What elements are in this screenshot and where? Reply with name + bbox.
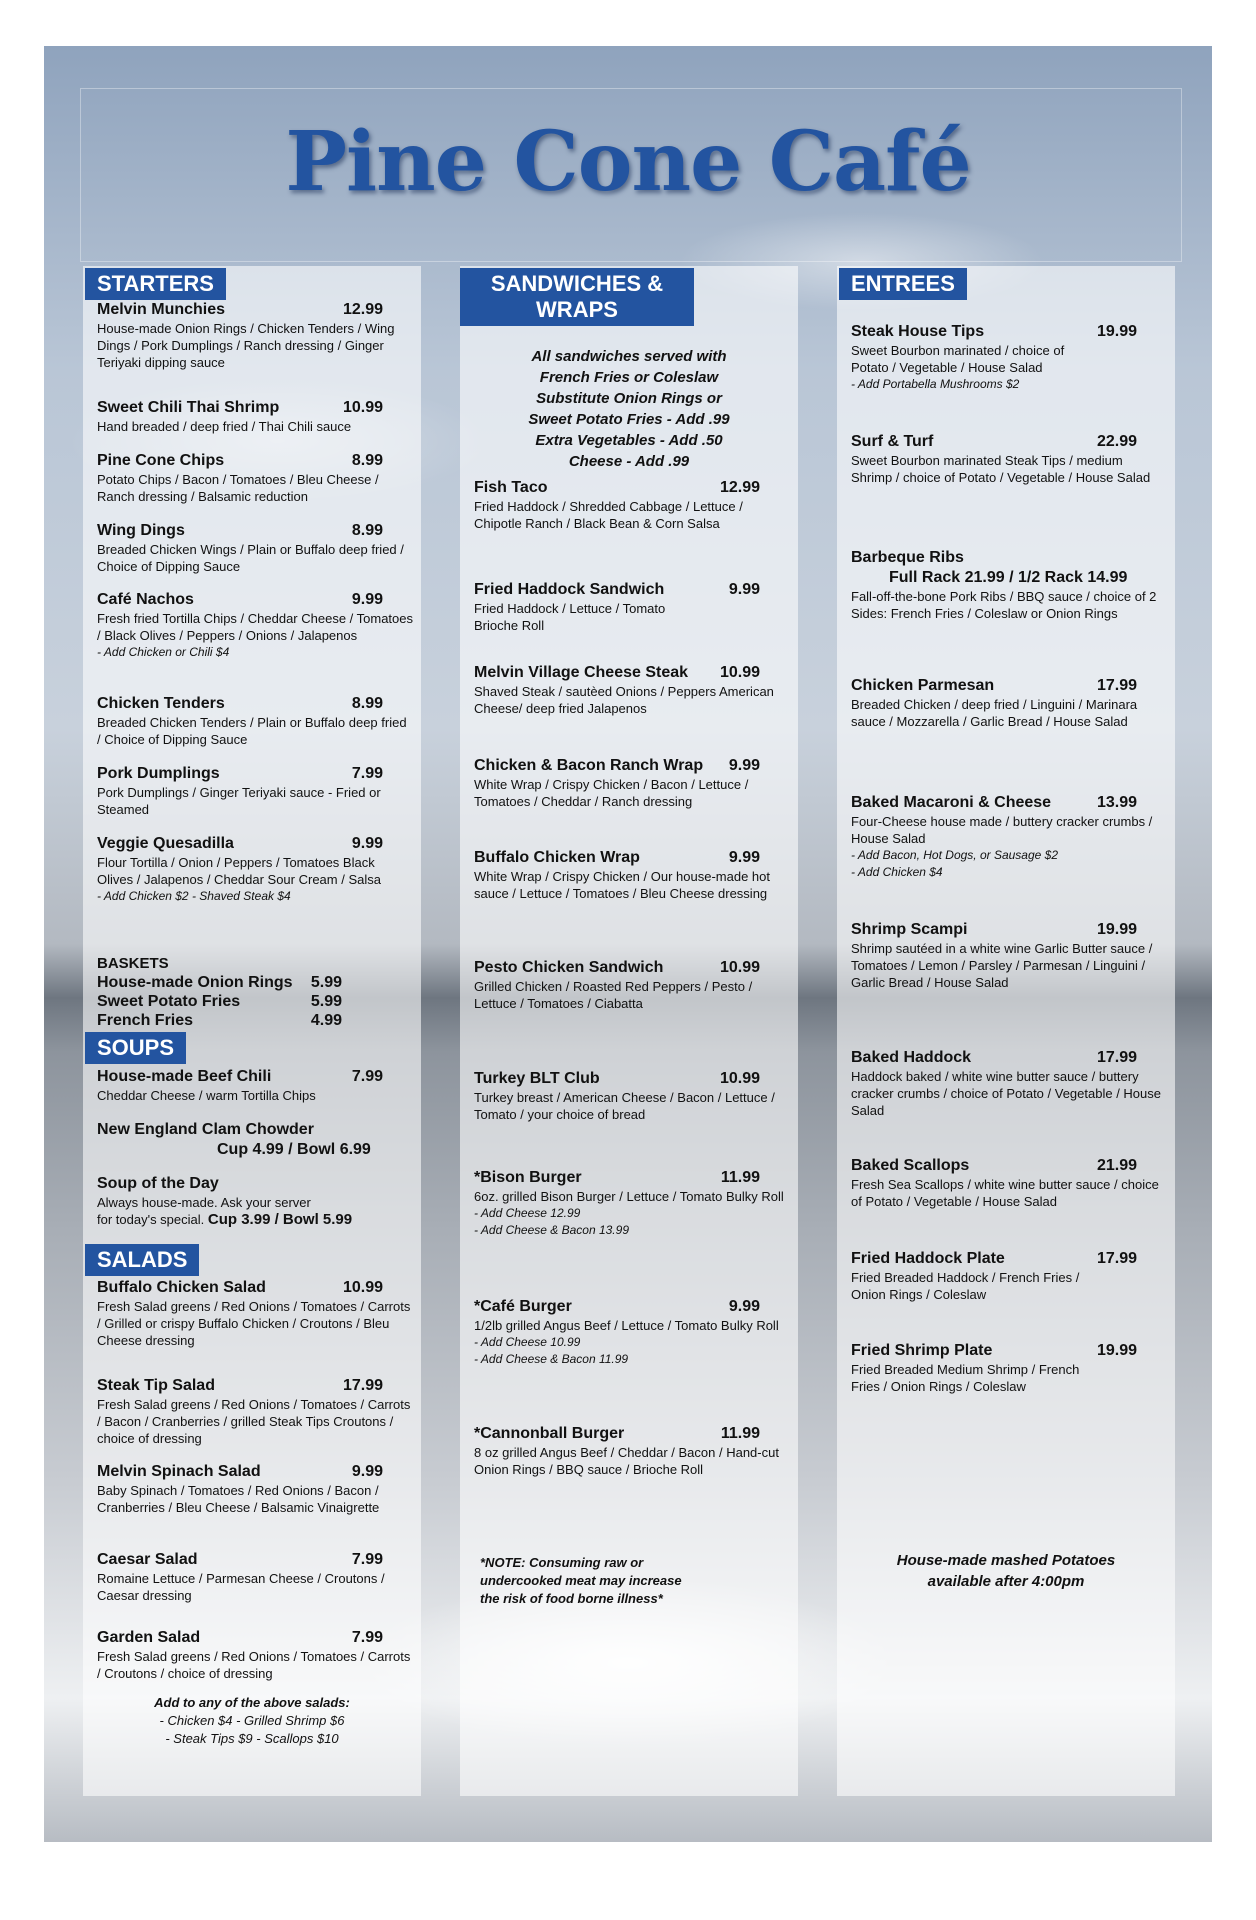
item-extra: - Add Cheese 10.99 (474, 1335, 581, 1349)
full-rack-price: Full Rack 21.99 (889, 569, 1005, 586)
entrees-header: ENTREES (839, 268, 967, 300)
item-name: French Fries (97, 1012, 194, 1029)
item-desc: Fresh fried Tortilla Chips / Cheddar Cheese / Tomatoes / Black Olives / Peppers / Onions / Jalapenos (97, 611, 414, 643)
item-name: Fish Taco (474, 479, 548, 496)
item-price: Full Rack 21.99 / 1/2 Rack 14.99 (889, 569, 1128, 586)
intro-line: All sandwiches served with (531, 348, 727, 365)
menu-item (474, 756, 790, 810)
menu-item (97, 590, 413, 661)
item-price: 12.99 (719, 479, 760, 496)
note-line: House-made mashed Potatoes (896, 1552, 1116, 1569)
item-name: Turkey BLT Club (474, 1070, 600, 1087)
intro-line: French Fries or Coleslaw (539, 369, 719, 386)
menu-item (851, 432, 1167, 486)
item-desc: Fried Breaded Medium Shrimp / French Fries / Onion Rings / Coleslaw (851, 1362, 1080, 1394)
item-name: Chicken Parmesan (851, 677, 995, 694)
item-desc: White Wrap / Crispy Chicken / Our house-made hot sauce / Lettuce / Tomatoes / Bleu Cheese dressing (474, 869, 770, 901)
item-desc: Grilled Chicken / Roasted Red Peppers / Pesto / Lettuce / Tomatoes / Ciabatta (474, 979, 753, 1011)
item-desc: House-made Onion Rings / Chicken Tenders / Wing Dings / Pork Dumplings / Ranch dressing / Ginger Teriyaki dipping sauce (97, 321, 395, 370)
item-name: Pesto Chicken Sandwich (474, 959, 664, 976)
menu-item (474, 1424, 790, 1478)
item-name: *Bison Burger (474, 1169, 582, 1186)
item-price: 9.99 (728, 757, 760, 774)
item-name: Veggie Quesadilla (97, 835, 234, 852)
menu-item (851, 793, 1167, 881)
item-name: Steak House Tips (851, 323, 985, 340)
note-line: *NOTE: Consuming raw or (480, 1555, 644, 1570)
middle-column-panel (460, 266, 798, 1796)
item-price: 11.99 (720, 1425, 760, 1442)
item-name: Shrimp Scampi (851, 921, 968, 938)
item-desc: for today's special. (97, 1212, 205, 1227)
item-price: 5.99 (310, 993, 342, 1010)
menu-item (97, 1376, 413, 1447)
item-name: Pine Cone Chips (97, 452, 225, 469)
item-name: *Café Burger (474, 1298, 572, 1315)
item-desc: Sweet Bourbon marinated / choice of Potato / Vegetable / House Salad (851, 343, 1065, 375)
item-price: 17.99 (1096, 677, 1137, 694)
item-price: 10.99 (719, 664, 760, 681)
item-name: Baked Scallops (851, 1157, 970, 1174)
item-desc: White Wrap / Crispy Chicken / Bacon / Lettuce / Tomatoes / Cheddar / Ranch dressing (474, 777, 749, 809)
item-desc: 8 oz grilled Angus Beef / Cheddar / Bacon / Hand-cut Onion Rings / BBQ sauce / Brioche Roll (474, 1445, 779, 1477)
starters-header: STARTERS (85, 268, 226, 300)
item-desc: Fried Haddock / Shredded Cabbage / Lettuce / Chipotle Ranch / Black Bean & Corn Salsa (474, 499, 743, 531)
menu-item (474, 1069, 790, 1123)
item-price: 9.99 (351, 835, 383, 852)
menu-item (97, 1550, 413, 1604)
menu-item (97, 834, 413, 905)
item-name: Melvin Village Cheese Steak (474, 664, 689, 681)
item-name: Buffalo Chicken Salad (97, 1279, 266, 1296)
item-price: 19.99 (1096, 323, 1137, 340)
menu-item (474, 478, 790, 532)
half-rack-price: 1/2 Rack 14.99 (1017, 569, 1128, 586)
item-name: Chicken & Bacon Ranch Wrap (474, 757, 704, 774)
sandwiches-header (460, 268, 694, 326)
item-desc: Sweet Bourbon marinated Steak Tips / medium Shrimp / choice of Potato / Vegetable / House Salad (851, 453, 1151, 485)
item-desc: Breaded Chicken Tenders / Plain or Buffalo deep fried / Choice of Dipping Sauce (97, 715, 407, 747)
menu-item (474, 1168, 790, 1239)
right-column-panel (837, 266, 1175, 1796)
item-extra: - Add Chicken or Chili $4 (97, 645, 230, 659)
menu-item (851, 676, 1167, 730)
menu-item (97, 398, 413, 435)
item-price: 7.99 (351, 1068, 383, 1085)
menu-item (851, 920, 1167, 991)
item-name: *Cannonball Burger (474, 1425, 625, 1442)
sandwiches-header-line: SANDWICHES & (490, 271, 664, 296)
item-name: Chicken Tenders (97, 695, 225, 712)
item-price: 10.99 (719, 959, 760, 976)
sandwiches-intro (460, 346, 798, 472)
item-price: Cup 3.99 / Bowl 5.99 (207, 1211, 353, 1228)
item-desc: Fried Breaded Haddock / French Fries / Onion Rings / Coleslaw (851, 1270, 1080, 1302)
item-desc: Pork Dumplings / Ginger Teriyaki sauce - Fried or Steamed (97, 785, 381, 817)
salad-addons-line: - Steak Tips $9 - Scallops $10 (165, 1731, 339, 1746)
item-name: Café Nachos (97, 591, 194, 608)
item-desc: Shaved Steak / sautèed Onions / Peppers American Cheese/ deep fried Jalapenos (474, 684, 774, 716)
menu-item (851, 322, 1167, 393)
item-desc: Fresh Salad greens / Red Onions / Tomatoes / Carrots / Bacon / Cranberries / grilled Steak Tips Croutons / choice of dressing (97, 1397, 411, 1446)
item-extra: - Add Cheese & Bacon 13.99 (474, 1223, 629, 1237)
menu-item (474, 1297, 790, 1368)
item-name: Sweet Potato Fries (97, 993, 241, 1010)
note-line: available after 4:00pm (927, 1573, 1085, 1590)
item-name: New England Clam Chowder (97, 1121, 314, 1138)
basket-item (97, 973, 342, 992)
item-price: 19.99 (1096, 1342, 1137, 1359)
item-name: Baked Haddock (851, 1049, 972, 1066)
item-name: Surf & Turf (851, 433, 934, 450)
menu-item (851, 1156, 1167, 1210)
item-extra: - Add Chicken $2 - Shaved Steak $4 (97, 889, 291, 903)
item-desc: Haddock baked / white wine butter sauce / buttery cracker crumbs / choice of Potato / Vegetable / House Salad (851, 1069, 1161, 1118)
item-desc: 6oz. grilled Bison Burger / Lettuce / Tomato Bulky Roll (474, 1189, 784, 1204)
intro-line: Extra Vegetables - Add .50 (535, 432, 723, 449)
item-price: 11.99 (720, 1169, 760, 1186)
item-name: Fried Haddock Plate (851, 1250, 1005, 1267)
item-desc: Romaine Lettuce / Parmesan Cheese / Croutons / Caesar dressing (97, 1571, 385, 1603)
item-price: 8.99 (351, 522, 383, 539)
note-line: undercooked meat may increase (480, 1573, 682, 1588)
item-price: 7.99 (351, 1551, 383, 1568)
menu-item (97, 1067, 413, 1104)
item-name: Melvin Spinach Salad (97, 1463, 261, 1480)
item-price: 7.99 (351, 765, 383, 782)
menu-item (851, 1341, 1167, 1395)
item-price: 5.99 (310, 974, 342, 991)
item-name: Soup of the Day (97, 1175, 219, 1192)
item-desc: Breaded Chicken / deep fried / Linguini / Marinara sauce / Mozzarella / Garlic Bread / House Salad (851, 697, 1138, 729)
menu-item (851, 548, 1167, 622)
item-extra: - Add Portabella Mushrooms $2 (851, 377, 1020, 391)
salad-addons-title: Add to any of the above salads: (154, 1695, 350, 1710)
item-desc: Four-Cheese house made / buttery cracker crumbs / House Salad (851, 814, 1153, 846)
menu-item (97, 451, 413, 505)
item-price: 17.99 (342, 1377, 383, 1394)
cafe-title: Pine Cone Café (285, 114, 971, 210)
item-desc: Always house-made. Ask your server (97, 1195, 311, 1210)
basket-item (97, 992, 342, 1011)
menu-item (851, 1249, 1167, 1303)
item-price: 8.99 (351, 695, 383, 712)
item-desc: Cheddar Cheese / warm Tortilla Chips (97, 1088, 316, 1103)
item-price: 17.99 (1096, 1049, 1137, 1066)
item-name: Baked Macaroni & Cheese (851, 794, 1052, 811)
item-name: Buffalo Chicken Wrap (474, 849, 640, 866)
item-price: 8.99 (351, 452, 383, 469)
menu-item (97, 694, 413, 748)
item-name: Wing Dings (97, 522, 185, 539)
item-name: House-made Onion Rings (97, 974, 293, 991)
item-price: 10.99 (342, 399, 383, 416)
menu-item (474, 958, 790, 1012)
item-price: Cup 4.99 / Bowl 6.99 (217, 1141, 371, 1158)
sandwiches-header-line: WRAPS (536, 297, 618, 322)
menu-item (97, 1628, 413, 1682)
item-name: Steak Tip Salad (97, 1377, 215, 1394)
mashed-potatoes-note (837, 1550, 1175, 1592)
intro-line: Substitute Onion Rings or (536, 390, 722, 407)
item-price: 13.99 (1096, 794, 1137, 811)
intro-line: Cheese - Add .99 (568, 453, 690, 470)
salad-addons (83, 1694, 421, 1748)
item-price: 17.99 (1096, 1250, 1137, 1267)
item-name: Sweet Chili Thai Shrimp (97, 399, 280, 416)
item-name: Garden Salad (97, 1629, 201, 1646)
item-extra: - Add Cheese & Bacon 11.99 (474, 1352, 629, 1366)
menu-item (474, 580, 790, 634)
item-desc: Breaded Chicken Wings / Plain or Buffalo deep fried / Choice of Dipping Sauce (97, 542, 404, 574)
item-price: 7.99 (351, 1629, 383, 1646)
item-name: Fried Shrimp Plate (851, 1342, 993, 1359)
basket-item (97, 1011, 342, 1030)
intro-line: Sweet Potato Fries - Add .99 (528, 411, 730, 428)
item-price: 9.99 (351, 591, 383, 608)
menu-item (474, 848, 790, 902)
item-price: 22.99 (1096, 433, 1137, 450)
item-price: 4.99 (310, 1012, 342, 1029)
item-name: House-made Beef Chili (97, 1068, 272, 1085)
item-desc: Fresh Sea Scallops / white wine butter sauce / choice of Potato / Vegetable / House Salad (851, 1177, 1159, 1209)
baskets-label: BASKETS (97, 955, 169, 972)
item-name: Pork Dumplings (97, 765, 220, 782)
raw-meat-note (480, 1554, 710, 1608)
item-extra: - Add Chicken $4 (851, 865, 943, 879)
item-price: 9.99 (351, 1463, 383, 1480)
item-desc: Fresh Salad greens / Red Onions / Tomatoes / Carrots / Grilled or crispy Buffalo Chicken / Croutons / Bleu Cheese dressing (97, 1299, 411, 1348)
item-price: 10.99 (342, 1279, 383, 1296)
menu-item (97, 1120, 413, 1160)
menu-item (97, 1462, 413, 1516)
item-desc: Flour Tortilla / Onion / Peppers / Tomatoes Black Olives / Jalapenos / Cheddar Sour Cream / Salsa (97, 855, 381, 887)
item-price: 9.99 (728, 849, 760, 866)
menu-board (44, 46, 1212, 1842)
note-line: the risk of food borne illness* (480, 1591, 663, 1606)
item-desc: Potato Chips / Bacon / Tomatoes / Bleu Cheese / Ranch dressing / Balsamic reduction (97, 472, 379, 504)
baskets-section (97, 954, 397, 1030)
item-price: 10.99 (719, 1070, 760, 1087)
item-desc: Fresh Salad greens / Red Onions / Tomatoes / Carrots / Croutons / choice of dressing (97, 1649, 411, 1681)
item-name: Caesar Salad (97, 1551, 198, 1568)
item-price: 9.99 (728, 1298, 760, 1315)
item-name: Fried Haddock Sandwich (474, 581, 665, 598)
item-name: Barbeque Ribs (851, 549, 964, 566)
item-desc: Hand breaded / deep fried / Thai Chili sauce (97, 419, 352, 434)
item-desc: 1/2lb grilled Angus Beef / Lettuce / Tomato Bulky Roll (474, 1318, 779, 1333)
salad-addons-line: - Chicken $4 - Grilled Shrimp $6 (159, 1713, 345, 1728)
item-price: 12.99 (342, 301, 383, 318)
item-name: Melvin Munchies (97, 301, 226, 318)
menu-item (474, 663, 790, 717)
menu-item (97, 521, 413, 575)
item-price: 21.99 (1096, 1157, 1137, 1174)
item-extra: - Add Cheese 12.99 (474, 1206, 581, 1220)
item-price: 9.99 (728, 581, 760, 598)
item-extra: - Add Bacon, Hot Dogs, or Sausage $2 (851, 848, 1059, 862)
item-desc: Baby Spinach / Tomatoes / Red Onions / Bacon / Cranberries / Bleu Cheese / Balsamic Vinaigrette (97, 1483, 380, 1515)
item-desc: Fall-off-the-bone Pork Ribs / BBQ sauce / choice of 2 Sides: French Fries / Coleslaw or Onion Rings (851, 589, 1157, 621)
soups-header: SOUPS (85, 1032, 186, 1064)
menu-item (97, 764, 413, 818)
menu-item (97, 300, 413, 371)
menu-item (851, 1048, 1167, 1119)
left-column-panel (83, 266, 421, 1796)
menu-item (97, 1174, 413, 1228)
salads-header: SALADS (85, 1244, 199, 1276)
item-price: 19.99 (1096, 921, 1137, 938)
item-desc: Shrimp sautéed in a white wine Garlic Butter sauce / Tomatoes / Lemon / Parsley / Parmesan / Linguini / Garlic Bread / House Salad (851, 941, 1153, 990)
menu-item (97, 1278, 413, 1349)
item-desc: Fried Haddock / Lettuce / Tomato Brioche Roll (474, 601, 666, 633)
item-desc: Turkey breast / American Cheese / Bacon / Lettuce / Tomato / your choice of bread (474, 1090, 775, 1122)
